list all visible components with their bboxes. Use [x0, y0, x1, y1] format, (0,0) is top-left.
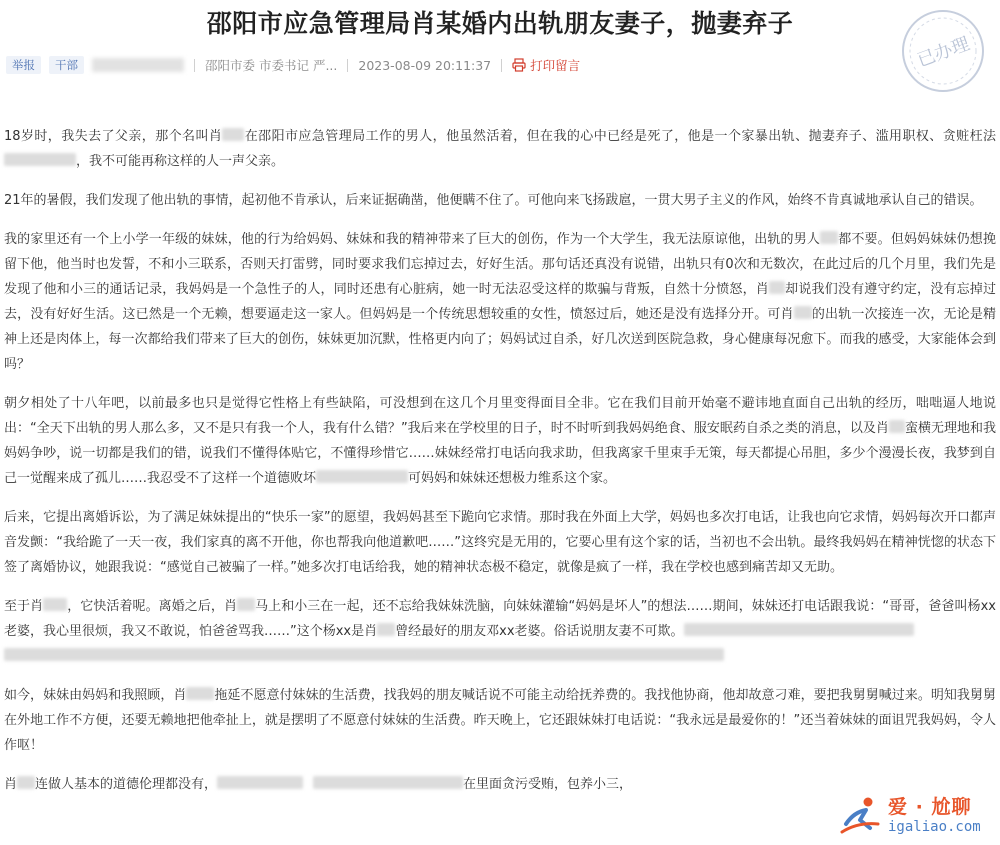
redaction: [17, 776, 35, 789]
runner-logo-icon: [838, 794, 882, 838]
redacted-author: [92, 58, 184, 72]
post-datetime: 2023-08-09 20:11:37: [358, 57, 492, 73]
tag-cadre[interactable]: 干部: [49, 56, 84, 74]
processed-stamp: [900, 8, 986, 94]
paragraph: 21年的暑假，我们发现了他出轨的事情，起初他不肯承认，后来证据确凿，他便瞒不住了。可他向来飞扬跋扈，一贯大男子主义的作风，始终不肯真诚地承认自己的错误。: [4, 193, 983, 208]
meta-divider: [194, 59, 195, 72]
redaction: [4, 648, 724, 661]
article-title: 邵阳市应急管理局肖某婚内出轨朋友妻子，抛妻弃子: [206, 9, 794, 38]
redaction: [237, 598, 255, 611]
meta-divider: [347, 59, 348, 72]
redaction: [217, 776, 303, 789]
redaction: [889, 420, 905, 433]
watermark-domain: igaliao.com: [888, 819, 981, 835]
redaction: [222, 128, 244, 141]
print-button[interactable]: [512, 56, 580, 74]
tag-report[interactable]: 举报: [6, 56, 41, 74]
print-label: 打印留言: [530, 58, 581, 73]
redaction: [186, 687, 214, 700]
paragraph: 18岁时，我失去了父亲，那个名叫肖 在邵阳市应急管理局工作的男人，他虽然活着，但在我的心中已经是死了，他是一个家暴出轨、抛妻弃子、滥用职权、贪赃枉法，我不可能再称这样的人一声父亲。: [4, 129, 996, 169]
redaction: [316, 470, 408, 483]
redaction: [820, 231, 838, 244]
paragraph: 至于肖 ，它快活着呢。离婚之后，肖 马上和小三在一起，还不忘给我妹妹洗脑，向妹妹灌输“妈妈是坏人”的想法……期间，妹妹还打电话跟我说：“哥哥，爸爸叫杨xx老婆，我心里很烦，我又不敢说，怕爸爸骂我……”这个杨xx是肖 曾经最好的朋友邓xx老婆。俗话说朋友妻不可欺。: [4, 594, 996, 669]
redaction: [769, 281, 785, 294]
site-watermark: [838, 790, 998, 842]
paragraph: 肖 连做人基本的道德伦理都没有， 在里面贪污受贿，包养小三，: [4, 777, 633, 792]
paragraph: 我的家里还有一个上小学一年级的妹妹，他的行为给妈妈、妹妹和我的精神带来了巨大的创伤，作为一个大学生，我无法原谅他，出轨的男人 都不要。但妈妈妹妹仍想挽留下他，他当时也发誓，不和小三联系，否则天打雷劈，同时要求我们忘掉过去，好好生活。那句话还真没有说错，出轨只有0次和无数次，在此过后的几个月里，我们先是发现了他和小三的通话记录，我妈妈是一个急性子的人，同时还患有心脏病，她一时无法忍受这样的欺骗与背叛，自然十分愤怒，肖 却说我们没有遵守约定，没有忘掉过去，没有好好生活。这已然是一个无赖，想要逼走这一家人。但妈妈是一个传统思想较重的女性，愤怒过后，她还是没有选择分开。可肖 的出轨一次接连一次，无论是精神上还是肉体上，每一次都给我们带来了巨大的创伤，妹妹更加沉默，性格更内向了；妈妈试过自杀，好几次送到医院急救，身心健康每况愈下。而我的感受，大家能体会到吗？: [4, 232, 996, 372]
redaction: [4, 153, 76, 166]
stamp-text: 已办理: [914, 33, 973, 72]
paragraph: 朝夕相处了十八年吧，以前最多也只是觉得它性格上有些缺陷，可没想到在这几个月里变得面目全非。它在我们目前开始毫不避讳地直面自己出轨的经历，咄咄逼人地说出：“全天下出轨的男人那么多，又不是只有我一个人，我有什么错？”我后来在学校里的日子，时不时听到我妈妈绝食、服安眠药自杀之类的消息，以及肖 蛮横无理地和我妈妈争吵，说一切都是我们的错，说我们不懂得体贴它，不懂得珍惜它……妹妹经常打电话向我求助，但我离家千里束手无策，每天都提心吊胆，多少个漫漫长夜，我梦到自己一觉醒来成了孤儿……我忍受不了这样一个道德败坏 可妈妈和妹妹还想极力维系这个家。: [4, 396, 996, 486]
article-meta: [6, 55, 580, 75]
redaction: [313, 776, 463, 789]
redaction: [43, 598, 67, 611]
redaction: [684, 623, 914, 636]
watermark-brand: 爱 · 尬聊: [888, 796, 972, 818]
paragraph: 如今，妹妹由妈妈和我照顾，肖 拖延不愿意付妹妹的生活费，找我妈的朋友喊话说不可能主动给抚养费的。我找他协商，他却故意刁难，要把我舅舅喊过来。明知我舅舅在外地工作不方便，还要无赖地把他牵扯上，就是摆明了不愿意付妹妹的生活费。昨天晚上，它还跟妹妹打电话说：“我永远是最爱你的！”还当着妹妹的面诅咒我妈妈，令人作呕！: [4, 688, 996, 753]
meta-divider: [501, 59, 502, 72]
redaction: [794, 306, 812, 319]
recipient: 邵阳市委 市委书记 严...: [205, 58, 338, 73]
redaction: [377, 623, 395, 636]
paragraph: 后来，它提出离婚诉讼，为了满足妹妹提出的“快乐一家”的愿望，我妈妈甚至下跪向它求情。那时我在外面上大学，妈妈也多次打电话，让我也向它求情，妈妈每次开口都声音发颤：“我给跪了一天一夜，我们家真的离不开他，你也帮我向他道歉吧……”这终究是无用的，它要心里有这个家的话，当初也不会出轨。最终我妈妈在精神恍惚的状态下签了离婚协议，她跟我说：“感觉自己被骗了一样。”她多次打电话给我，她的精神状态极不稳定，就像是疯了一样，我在学校也感到痛苦却又无助。: [4, 510, 996, 575]
article-body: [4, 124, 996, 811]
printer-icon: [512, 58, 526, 72]
